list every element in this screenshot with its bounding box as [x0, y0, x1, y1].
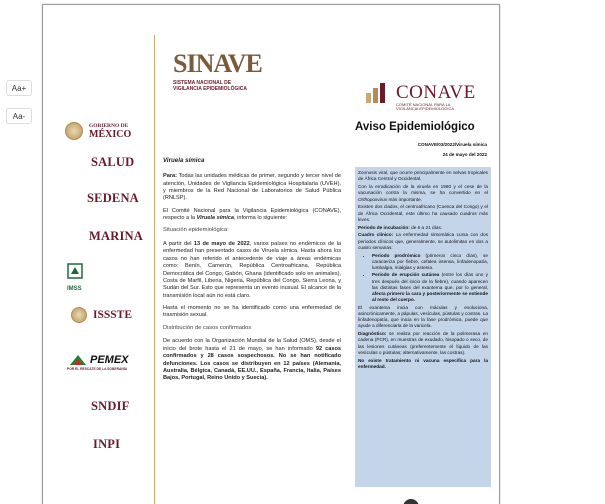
mexico-label: MÉXICO — [89, 128, 132, 140]
distribution-paragraph: De acuerdo con la Organización Mundial de la Salud (OMS), desde el inicio del brote hasta el 21 de mayo, se han informado 92 casos confirmados y 28 casos sospechosos. No se han notificado defunciones. Los casos se distribuyen en 12 países (Alemania, Australia, Bélgica, Canadá, EE.UU., España, Francia, Italia, Países Bajos, Portugal, Reino Unido y Suecia). — [163, 338, 342, 382]
pemex-label: PEMEX — [90, 354, 129, 366]
list-item: • Periodo de erupción cutánea (entre los días uno y tres después del inicio de la fiebre), cuando aparecen las distintas fases del exantema que, por lo general, afecta primero la cara y posteriormente se extiende al resto del cuerpo. — [372, 272, 488, 303]
distribution-heading: Distribución de casos confirmados — [163, 324, 252, 331]
inpi-logo: INPI — [93, 437, 121, 451]
sedena-logo: SEDENA — [87, 191, 139, 205]
incubation-paragraph: Periodo de incubación: de 6 a 21 días. — [358, 224, 443, 230]
imss-eagle-icon — [67, 263, 83, 283]
marina-logo: MARINA — [89, 229, 143, 243]
pemex-logo — [69, 353, 129, 371]
situation-heading: Situación epidemiológica: — [163, 227, 229, 234]
intro-paragraph: El Comité Nacional para la Vigilancia Epidemiológica (CONAVE), respecto a la Viruela símica, informa lo siguiente: — [163, 207, 341, 222]
situation-paragraph: A partir del 13 de mayo de 2022, varios países no endémicos de la enfermedad han presentado casos de Viruela símica. Hasta ahora los casos no han referido el antecedente de viaje a áreas endémicas como: Benín, Camerún, República Centroafricana, República Democrática del Congo, Gabón, Ghana (identificado solo en animales), Costa de Marfil, Liberia, Nigeria, República del Congo, Sierra Leona, y Sudán del Sur. Esto que representa un evento inusual. El alcance de la transmisión local aún no está claro. — [163, 241, 341, 299]
eradication-paragraph: Con la erradicación de la viruela en 1980 y el cese de la vacunación contra la misma, se ha convertido en el Orthopoxvirus más importante. — [358, 184, 488, 202]
seal-icon — [65, 122, 83, 140]
info-box — [355, 167, 491, 487]
gobierno-label: GOBIERNO DE — [89, 122, 129, 129]
rash-paragraph: El exantema inicia con máculas y evoluciona, asincrónicamente, a pápulas, vesículas, pústulas y costras. La linfadenopatía, que inicia en la fase prodrómica, puede que ayude a diferenciarla de la varicela. — [358, 304, 488, 329]
gold-divider — [154, 35, 155, 504]
imss-label: IMSS — [67, 286, 82, 292]
transmission-paragraph: Hasta el momento no se ha identificado como una enfermedad de trasmisión sexual. — [163, 305, 341, 319]
issste-label: ISSSTE — [93, 309, 133, 321]
imss-logo — [67, 263, 83, 292]
conave-logo — [363, 79, 476, 112]
sinave-title: SINAVE — [173, 49, 262, 78]
font-increase-button[interactable]: Aa+ — [6, 80, 32, 96]
issste-seal-icon — [71, 307, 87, 323]
document-date: 24 de mayo del 2022 — [442, 152, 487, 157]
conave-subtitle: COMITÉ NACIONAL PARA LA VIGILANCIA EPIDEMIOLÓGICA — [396, 102, 455, 112]
salud-logo: SALUD — [91, 155, 135, 169]
sinave-subtitle: SISTEMA NACIONAL DE VIGILANCIA EPIDEMIOLÓGICA — [173, 80, 247, 92]
clinical-paragraph: Cuadro clínico: La enfermedad sintomática cursa con dos periodos clínicos que, generalmente, se autolimitan en dos a cuatro semanas: — [358, 232, 488, 250]
section-heading: Viruela símica — [163, 157, 205, 164]
recipients-paragraph: Para: Todas las unidades médicas de primer, segundo y tercer nivel de atención, Unidades de Vigilancia Epidemiológica Hospitalaria (UVEH), y miembros de la Red Nacional de Laboratorios de Salud Pública (RNLSP). — [163, 173, 341, 202]
document-page — [42, 4, 500, 504]
pemex-eagle-icon — [69, 353, 87, 367]
font-decrease-button[interactable]: Aa- — [6, 108, 32, 124]
diagnosis-paragraph: Diagnóstico: se realiza por reacción de la polimerasa en cadena (PCR), en muestras de exudado, hisopado o seco, de las lesiones cutáneas (preferentemente el líquido de las vesículas o pústulas; alternativamente, las costras). — [358, 331, 488, 355]
issste-logo — [71, 307, 132, 323]
treatment-paragraph: No existe tratamiento ni vacuna específica para la enfermedad. — [358, 357, 488, 369]
conave-title: CONAVE — [396, 82, 476, 103]
list-item: • Periodo prodrómico (primeros cinco días), se caracteriza por fiebre, cefalea intensa, linfadenopatía, lumbalgia, mialgias y astenia. — [372, 253, 488, 272]
conave-emblem-icon — [363, 79, 393, 105]
sinave-logo — [173, 49, 262, 92]
clades-paragraph: Existen dos clados, el centroafricano (Cuenca del Congo) y el de África Occidental, este último ha causado cuadros más leves. — [358, 204, 488, 222]
zoonosis-paragraph: Zoonosis viral, que ocurre principalmente en selvas tropicales de África Central y Occidental. — [358, 170, 488, 182]
document-title: Aviso Epidemiológico — [355, 121, 475, 133]
left-column — [163, 157, 341, 388]
clinical-periods-list — [372, 253, 488, 304]
sndif-logo: SNDIF — [91, 399, 130, 413]
footer-emblem-icon — [403, 499, 419, 504]
pemex-sub: POR EL RESCATE DE LA SOBERANÍA — [67, 367, 128, 371]
document-code: CONAVE/03/2022/Viruela símica — [417, 142, 487, 147]
gobierno-mexico-logo — [65, 122, 131, 140]
